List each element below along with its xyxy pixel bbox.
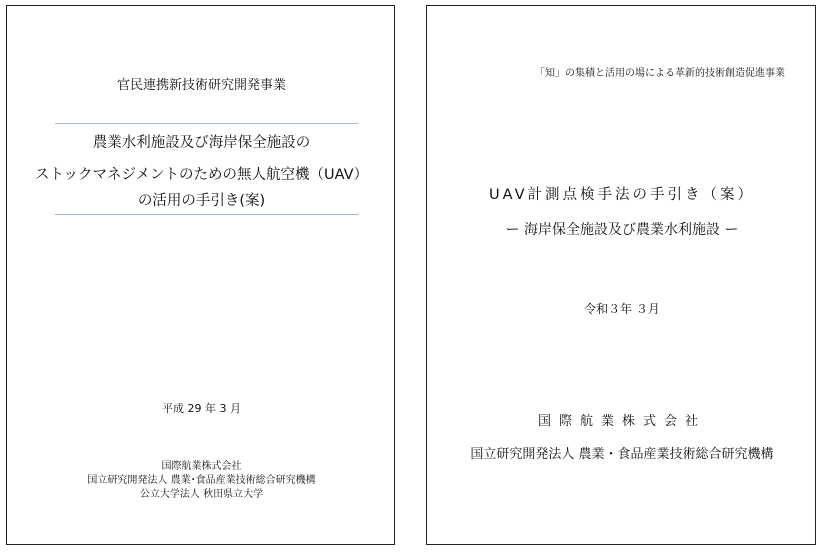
- organization-2: 国立研究開発法人 農業・食品産業技術総合研究機構: [470, 447, 774, 462]
- organization-2: 国立研究開発法人 農業･食品産業技術総合研究機構: [87, 475, 316, 486]
- program-name: 官民連携新技術研究開発事業: [116, 78, 286, 93]
- document-title: UAV計測点検手法の手引き（案）: [488, 187, 756, 203]
- title-line-1: 農業水利施設及び海岸保全施設の: [92, 135, 311, 151]
- publication-date: 平成 29 年 3 月: [162, 402, 241, 415]
- program-name: 「知」の集積と活用の場による革新的技術創造促進事業: [535, 68, 785, 79]
- title-line-2: ストックマネジメントのための無人航空機（UAV）: [34, 167, 369, 183]
- organization-1: 国際航業株式会社: [161, 461, 242, 472]
- organization-3: 公立大学法人 秋田県立大学: [139, 489, 264, 500]
- title-bottom-rule: [55, 214, 358, 215]
- publication-date: 令和３年 ３月: [584, 302, 660, 316]
- title-top-rule: [55, 123, 358, 124]
- document-subtitle: ー 海岸保全施設及び農業水利施設 ー: [505, 222, 739, 238]
- cover-page-2017: [6, 5, 395, 545]
- title-line-3: の活用の手引き(案): [137, 193, 266, 209]
- cover-page-2021: [426, 5, 816, 545]
- organization-1: 国際航業株式会社: [537, 414, 706, 429]
